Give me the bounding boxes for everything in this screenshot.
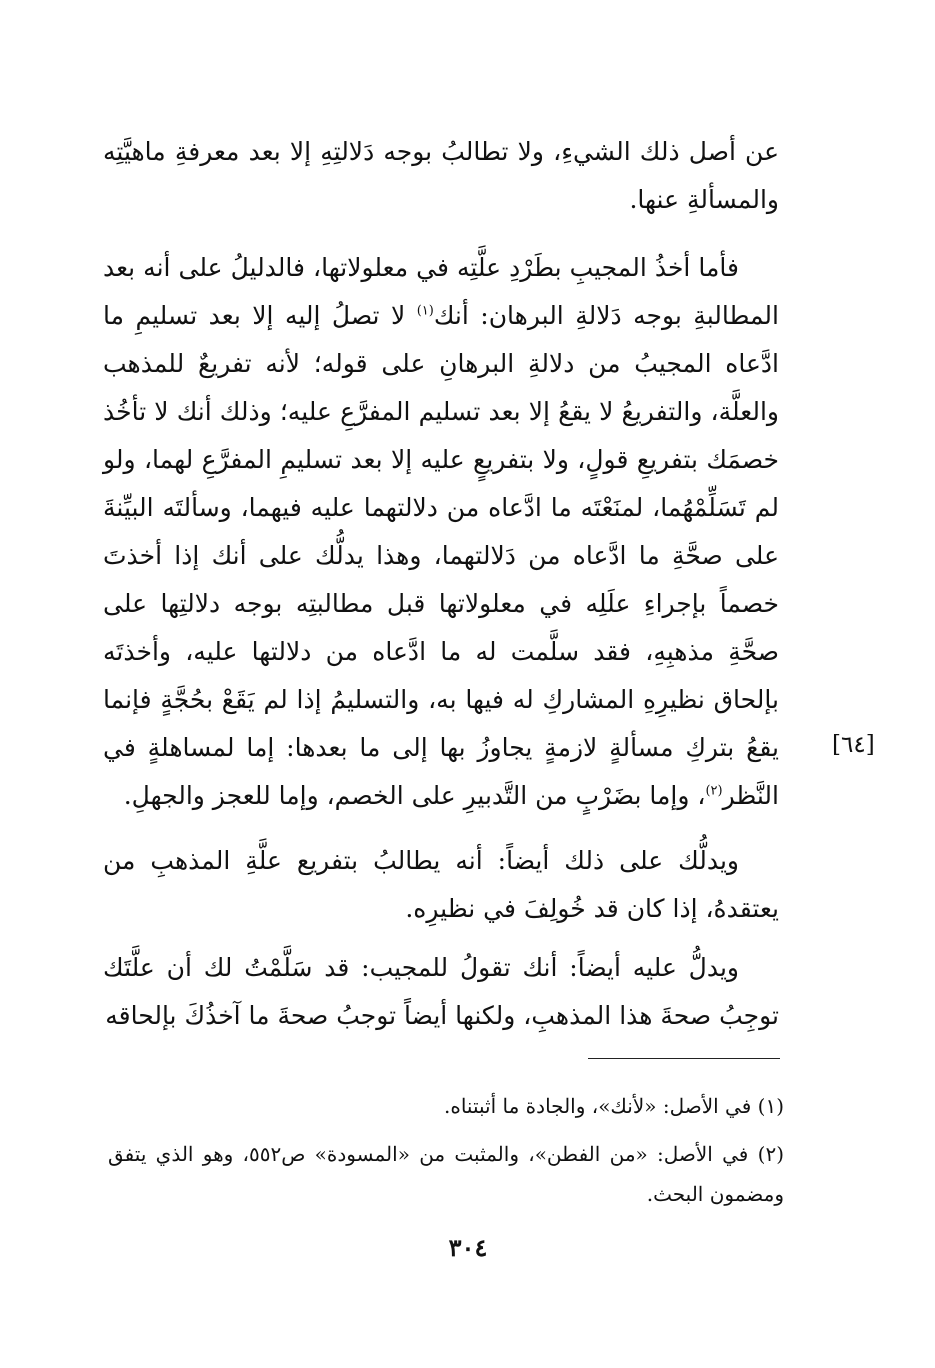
paragraph-text: عن أصل ذلك الشيءِ، ولا تطالبُ بوجه دَلالتِهِ إلا بعد معرفةِ ماهيَّتِه والمسألةِ عنها. (103, 137, 779, 214)
paragraph-text (103, 244, 779, 820)
paragraph-text-end: ، وإما بضَرْبٍ من التَّدبيرِ على الخصم، وإما للعجز والجهلِ. (123, 781, 706, 810)
paragraph-main-argument (103, 244, 779, 820)
paragraph-text: ويدلُّك على ذلك أيضاً: أنه يطالبُ بتفريع علَّةِ المذهبِ من يعتقدهُ، إذا كان قد خُولِفَ في نظيرِه. (103, 846, 779, 923)
footnote-reference-1: (١) (416, 303, 434, 319)
paragraph-text: ويدلُّ عليه أيضاً: أنك تقولُ للمجيب: قد سَلَّمْتُ لك أن علَّتَك توجِبُ صحةَ هذا المذهبِ، ولكنها أيضاً توجبُ صحةَ ما آخذُكَ بإلحاقه (103, 953, 779, 1030)
paragraph-further-evidence (103, 837, 779, 933)
paragraph-text-middle: لا تصلُ إليه إلا بعد تسليمِ ما ادَّعاه المجيبُ من دلالةِ البرهانِ على قوله؛ لأنه تفريعٌ للمذهب والعلَّة، والتفريعُ لا يقعُ إلا بعد تسليم المفرَّعِ عليه؛ وذلك أنك لا تأخُذ خصمَك بتفريعِ قولٍ، ولا بتفريعٍ عليه إلا بعد تسليمِ المفرَّعِ لهما، ولو لم تَسَلِّمْهُما، لمنَعْتَه ما ادَّعاه من دلالتهما عليه فيهما، وسألتَه البيِّنةَ على صحَّةِ ما ادَّعاه من دَلالتهما، وهذا يدلُّك على أنك إذا أخذتَ خصماً بإجراءِ علَلِه في معلولاتها قبل مطالبتِه بوجه دلالتِها على صحَّةِ مذهبِهِ، فقد سلَّمت له ما ادَّعاه من دلالتها عليه، وأخذتَه بإلحاق نظيرِهِ المشاركِ له فيها به، والتسليمُ إذا لم يَقَعْ بحُجَّةٍ فإنما يقعُ بتركِ مسألةٍ لازمةٍ يجاوزُ بها إلى ما بعدها: إما لمساهلةٍ في النَّظر (103, 301, 779, 810)
margin-page-reference: [٦٤] (832, 732, 875, 758)
footnote-1: (١) في الأصل: «لأنك»، والجادة ما أثبتناه. (444, 1094, 784, 1118)
page-number: ٣٠٤ (448, 1233, 488, 1262)
paragraph-additional-evidence (103, 944, 779, 1040)
paragraph-text-start: فأما أخذُ المجيبِ بطَرْدِ علَّتِه في معلولاتها، فالدليلُ على أنه بعد المطالبةِ بوجه دَلالةِ البرهان: أنك (103, 253, 779, 330)
footnote-reference-2: (٢) (705, 783, 723, 799)
paragraph-continuation (103, 128, 779, 224)
footnote-separator (588, 1058, 780, 1059)
footnote-2: (٢) في الأصل: «من الفطن»، والمثبت من «المسودة» ص٥٥٢، وهو الذي يتفق ومضمون البحث. (108, 1142, 784, 1206)
